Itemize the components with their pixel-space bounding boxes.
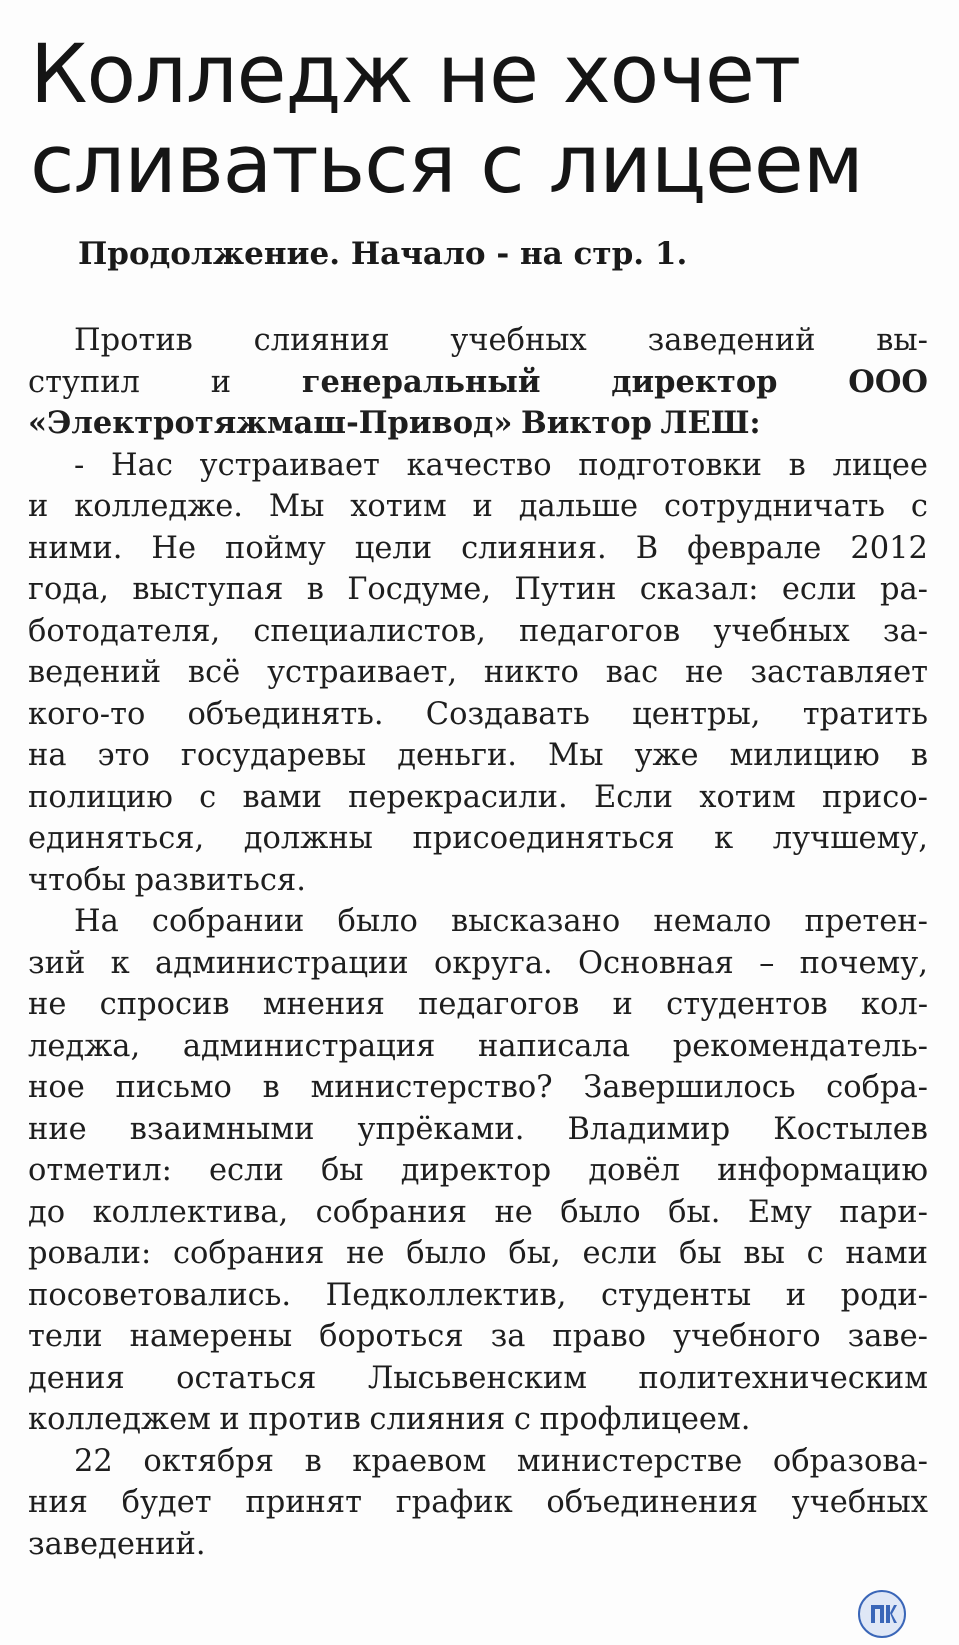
word: сотрудничать [663, 489, 885, 524]
word: и [219, 1402, 240, 1437]
word: сказал: [639, 572, 759, 607]
word: образова- [772, 1443, 928, 1479]
word: рекомендатель- [672, 1028, 928, 1064]
word: слияния [253, 323, 390, 358]
word: Завершилось [583, 1070, 796, 1105]
word: уже [634, 738, 699, 773]
text-line [28, 1482, 928, 1524]
word: кого-то [28, 696, 146, 732]
text-line [28, 1233, 928, 1275]
word: взаимными [129, 1111, 315, 1147]
word: собрании [151, 904, 305, 939]
newspaper-emblem-icon [858, 1590, 906, 1638]
text-line [28, 1524, 928, 1566]
text-line [28, 320, 928, 362]
text-line [28, 569, 928, 611]
word: к [714, 821, 734, 856]
word: студентов [666, 987, 828, 1022]
word: краевом [352, 1443, 487, 1479]
text-line [28, 486, 928, 528]
word: педагогов [519, 613, 681, 649]
word: специалистов, [253, 613, 486, 649]
word: ними. [28, 530, 123, 566]
bold-word: ЛЕШ: [660, 405, 761, 441]
text-line [28, 528, 928, 570]
word: остаться [176, 1360, 317, 1396]
word: вами [242, 779, 322, 815]
word: написала [478, 1028, 631, 1064]
word: мнения [262, 987, 385, 1022]
word: и [612, 987, 633, 1022]
word: студенты [600, 1277, 752, 1313]
word: это [97, 738, 150, 773]
word: развиться. [134, 862, 306, 898]
continuation-note: Продолжение. Начало - на стр. 1. [78, 236, 688, 272]
word: колледжем [28, 1402, 211, 1437]
word: зий [28, 945, 86, 981]
word: в [306, 572, 324, 607]
word: будет [121, 1485, 212, 1520]
word: если [582, 1236, 658, 1271]
word: милицию [729, 738, 880, 773]
word: в [910, 738, 928, 773]
word: пойму [225, 530, 326, 566]
word: дения [28, 1360, 125, 1396]
word: Педколлектив, [325, 1277, 567, 1313]
word: и [210, 364, 232, 400]
text-line [28, 818, 928, 860]
word: хотим [699, 779, 796, 815]
word: и [28, 489, 49, 524]
word: отметил: [28, 1153, 172, 1188]
word: лицее [832, 447, 928, 483]
text-line [28, 362, 928, 404]
word: на [28, 738, 67, 773]
word: Нас [111, 447, 173, 483]
word: ступил [28, 364, 140, 400]
bold-word: генеральный [301, 363, 541, 400]
word: всё [187, 655, 241, 690]
word: перекрасили. [348, 779, 568, 815]
text-line [28, 777, 928, 819]
word: против [248, 1402, 361, 1437]
word: педагогов [418, 987, 580, 1022]
word: коллектива, [92, 1194, 289, 1230]
word: вы- [876, 323, 928, 358]
word: с [513, 1402, 531, 1437]
word: министерстве [516, 1443, 743, 1479]
bold-word: Виктор [520, 405, 652, 441]
text-line [28, 984, 928, 1026]
word: не [28, 987, 67, 1022]
word: должны [243, 821, 373, 856]
text-line [28, 1275, 928, 1317]
word: информацию [717, 1153, 928, 1188]
word: собра- [826, 1070, 928, 1105]
word: директор [400, 1153, 552, 1188]
article-body [28, 320, 928, 1565]
word: упрёками. [357, 1111, 525, 1147]
word: если [208, 1153, 284, 1188]
word: учебного [673, 1319, 821, 1354]
word: профлицеем. [539, 1402, 751, 1437]
text-line [28, 1399, 928, 1441]
word: Если [593, 779, 674, 815]
word: посоветовались. [28, 1277, 292, 1313]
text-line [28, 1358, 928, 1400]
word: бы, [508, 1236, 561, 1271]
text-line [28, 445, 928, 487]
word: заведений [647, 323, 816, 358]
word: в [304, 1443, 322, 1479]
word: устраивает, [267, 655, 458, 690]
text-line [28, 1026, 928, 1068]
word: Владимир [567, 1111, 731, 1147]
word: Лысьвенским [367, 1360, 587, 1396]
bold-word: ООО [848, 363, 928, 400]
bold-word: директор [611, 363, 778, 400]
word: учебных [450, 323, 587, 358]
word: ведений [28, 655, 162, 690]
word: вы [743, 1236, 785, 1271]
word: собрания [315, 1194, 467, 1230]
word: Костылев [773, 1111, 928, 1147]
word: роди- [840, 1277, 928, 1313]
word: бы [679, 1236, 722, 1271]
word: не [685, 655, 724, 690]
word: довёл [588, 1153, 681, 1188]
word: претен- [804, 904, 928, 939]
word: хотим [350, 489, 447, 524]
bold-word: «Электротяжмаш-Привод» [28, 405, 513, 441]
text-line [28, 1316, 928, 1358]
text-line [28, 735, 928, 777]
word: принят [245, 1485, 362, 1520]
word: леджа, [28, 1028, 141, 1064]
word: ровали: [28, 1236, 152, 1271]
word: было [406, 1236, 487, 1271]
word: заведений. [28, 1526, 206, 1562]
word: феврале [687, 530, 822, 566]
word: дальше [518, 489, 639, 524]
word: цели [354, 530, 433, 566]
text-line [28, 943, 928, 985]
article-headline [30, 30, 930, 210]
word: намерены [129, 1319, 293, 1354]
word: октября [143, 1443, 275, 1479]
word: администрации [155, 945, 409, 981]
word: Основная [578, 945, 734, 981]
word: с [806, 1236, 824, 1271]
headline-line-1: Колледж не хочет [30, 28, 801, 122]
text-line [28, 1067, 928, 1109]
word: в [262, 1070, 280, 1105]
word: ра- [879, 572, 928, 607]
text-line [28, 1109, 928, 1151]
word: и [472, 489, 493, 524]
word: в [788, 447, 806, 483]
word: министерство? [310, 1070, 553, 1105]
word: с [910, 489, 928, 524]
word: слияния [369, 1402, 506, 1437]
word: за [490, 1319, 526, 1354]
word: устраивает [199, 447, 380, 483]
word: деньги. [397, 738, 517, 773]
word: центры, [632, 696, 761, 732]
word: 2012 [850, 530, 928, 566]
word: тели [28, 1319, 103, 1354]
word: На [74, 904, 119, 939]
word: если [781, 572, 857, 607]
word: пари- [839, 1194, 928, 1230]
text-line [28, 403, 928, 445]
word: государевы [180, 738, 367, 773]
text-line [28, 1192, 928, 1234]
word: бы. [668, 1194, 721, 1230]
word: присо- [822, 779, 928, 815]
word: 22 [74, 1443, 113, 1479]
word: письмо [115, 1070, 232, 1105]
word: спросив [99, 987, 230, 1022]
word: администрация [182, 1028, 436, 1064]
text-line [28, 652, 928, 694]
word: почему, [799, 945, 928, 981]
word: объединения [546, 1485, 758, 1520]
word: слияния. [461, 530, 607, 566]
word: до [28, 1194, 66, 1230]
headline-line-2: сливаться с лицеем [30, 118, 863, 212]
word: года, [28, 572, 110, 607]
word: ния [28, 1485, 88, 1520]
word: заставляет [750, 655, 928, 690]
word: бороться [319, 1319, 464, 1354]
text-line [28, 611, 928, 653]
word: тратить [802, 696, 928, 732]
word: присоединяться [412, 821, 675, 856]
word: с [199, 779, 217, 815]
word: Против [74, 323, 193, 358]
word: немало [653, 904, 772, 939]
word: ботодателя, [28, 613, 221, 649]
word: - [74, 447, 85, 483]
text-line [28, 901, 928, 943]
word: – [759, 945, 775, 981]
text-line [28, 860, 928, 902]
word: не [494, 1194, 533, 1230]
word: Мы [547, 738, 604, 773]
word: объединять. [187, 696, 384, 732]
word: Госдуме, [347, 572, 492, 607]
word: чтобы [28, 862, 127, 898]
word: за- [882, 613, 928, 649]
word: лучшему, [772, 821, 928, 856]
word: и [785, 1277, 807, 1313]
word: качество [406, 447, 552, 483]
word: округа. [433, 945, 553, 981]
word: высказано [450, 904, 621, 939]
word: Не [151, 530, 197, 566]
word: Создавать [425, 696, 590, 732]
word: В [635, 530, 659, 566]
word: ние [28, 1111, 87, 1147]
text-line [28, 1441, 928, 1483]
word: к [110, 945, 130, 981]
word: было [337, 904, 418, 939]
word: политехническим [638, 1360, 928, 1396]
word: никто [483, 655, 579, 690]
word: вас [605, 655, 659, 690]
word: заве- [847, 1319, 928, 1354]
word: Ему [747, 1194, 812, 1230]
word: полицию [28, 779, 173, 815]
word: колледже. [74, 489, 243, 524]
word: кол- [860, 987, 928, 1022]
word: учебных [713, 613, 850, 649]
text-line [28, 1150, 928, 1192]
word: единяться, [28, 821, 205, 856]
word: учебных [791, 1485, 928, 1520]
word: график [395, 1485, 513, 1520]
word: собрания [172, 1236, 325, 1271]
text-line [28, 694, 928, 736]
word: Мы [268, 489, 325, 524]
word: право [552, 1319, 646, 1354]
word: было [560, 1194, 641, 1230]
word: выступая [132, 572, 284, 607]
word: подготовки [578, 447, 762, 483]
word: ное [28, 1070, 85, 1105]
word: Путин [514, 572, 617, 607]
word: нами [845, 1236, 928, 1271]
word: бы [320, 1153, 364, 1188]
word: не [346, 1236, 385, 1271]
